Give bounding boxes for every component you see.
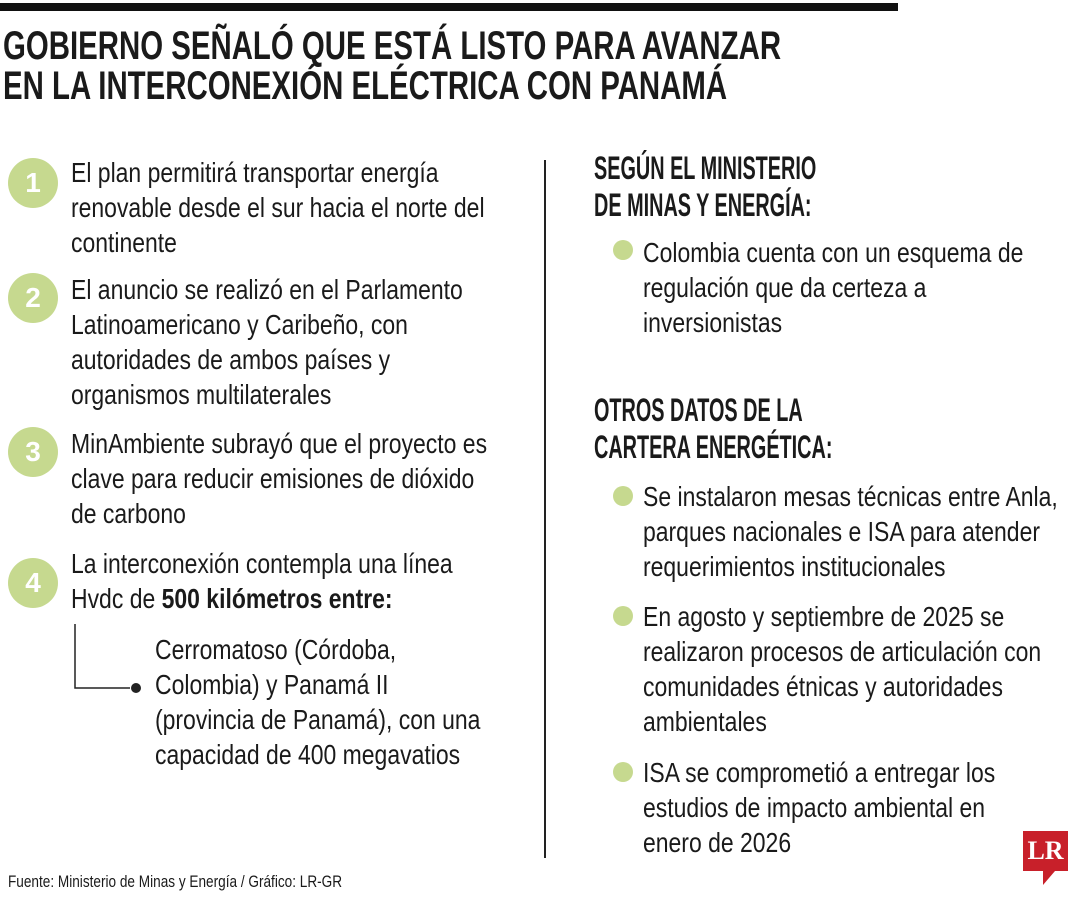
text-line: La interconexión contempla una línea — [71, 548, 453, 579]
text-line: Cerromatoso (Córdoba, — [155, 634, 397, 665]
text-line: ISA se comprometió a entregar los — [643, 757, 996, 788]
text-line: inversionistas — [643, 307, 783, 338]
text-line: clave para reducir emisiones de dióxido — [71, 463, 475, 494]
item-4 — [71, 546, 536, 616]
item-3 — [71, 426, 578, 531]
lr-logo: LR — [1023, 831, 1068, 871]
text-line: (provincia de Panamá), con una — [155, 704, 481, 735]
bullet-icon — [613, 240, 633, 260]
bullet-item — [643, 235, 1080, 340]
heading-line: CARTERA ENERGÉTICA: — [594, 429, 833, 465]
text-line: requerimientos institucionales — [643, 551, 946, 582]
text-line: regulación que da certeza a — [643, 272, 927, 303]
bullet-icon — [613, 606, 633, 626]
column-divider — [544, 160, 546, 858]
text-line: renovable desde el sur hacia el norte del — [71, 192, 485, 223]
text-line: Colombia cuenta con un esquema de — [643, 237, 1024, 268]
text-line: Colombia) y Panamá II — [155, 669, 389, 700]
text-line: MinAmbiente subrayó que el proyecto es — [71, 428, 488, 459]
number-badge-3: 3 — [8, 427, 58, 477]
text-line: organismos multilaterales — [71, 379, 332, 410]
title-line: GOBIERNO SEÑALÓ QUE ESTÁ LISTO PARA AVANZAR — [3, 24, 782, 68]
source-note — [8, 872, 426, 892]
source-text: Fuente: Ministerio de Minas y Energía / Gráfico: LR-GR — [8, 872, 343, 891]
text-line: Se instalaron mesas técnicas entre Anla, — [643, 481, 1058, 512]
bullet-item — [643, 479, 1080, 584]
text-line: El anuncio se realizó en el Parlamento — [71, 274, 463, 305]
text-line: enero de 2026 — [643, 827, 792, 858]
item-4-detail — [155, 632, 552, 772]
bullet-icon — [613, 762, 633, 782]
section-heading-ministry — [594, 150, 953, 224]
bullet-item — [643, 755, 1073, 860]
text-line: Latinoamericano y Caribeño, con — [71, 309, 408, 340]
text-line: continente — [71, 227, 177, 258]
text-line: estudios de impacto ambiental en — [643, 792, 986, 823]
number-badge-2: 2 — [8, 273, 58, 323]
highlight-text: 500 kilómetros entre: — [161, 583, 393, 614]
heading-line: SEGÚN EL MINISTERIO — [594, 150, 817, 186]
connector-line — [70, 622, 150, 697]
text-line: Hvdc de — [71, 583, 162, 614]
text-line: El plan permitirá transportar energía — [71, 157, 439, 188]
number-badge-1: 1 — [8, 158, 58, 208]
text-line: capacidad de 400 megavatios — [155, 739, 461, 770]
top-rule — [0, 3, 898, 11]
heading-line: DE MINAS Y ENERGÍA: — [594, 187, 812, 223]
bullet-item — [643, 599, 1080, 739]
text-line: realizaron procesos de articulación con — [643, 636, 1042, 667]
text-line: de carbono — [71, 498, 186, 529]
item-2 — [71, 272, 549, 412]
bullet-icon — [613, 486, 633, 506]
page-title — [3, 26, 1062, 106]
number-badge-4: 4 — [8, 558, 58, 608]
text-line: ambientales — [643, 706, 767, 737]
title-line: EN LA INTERCONEXIÓN ELÉCTRICA CON PANAMÁ — [3, 64, 728, 108]
item-1 — [71, 155, 575, 260]
text-line: parques nacionales e ISA para atender — [643, 516, 1040, 547]
text-line: En agosto y septiembre de 2025 se — [643, 601, 1005, 632]
heading-line: OTROS DATOS DE LA — [594, 392, 803, 428]
text-line: comunidades étnicas y autoridades — [643, 671, 1003, 702]
text-line: autoridades de ambos países y — [71, 344, 391, 375]
section-heading-other-data — [594, 392, 979, 466]
